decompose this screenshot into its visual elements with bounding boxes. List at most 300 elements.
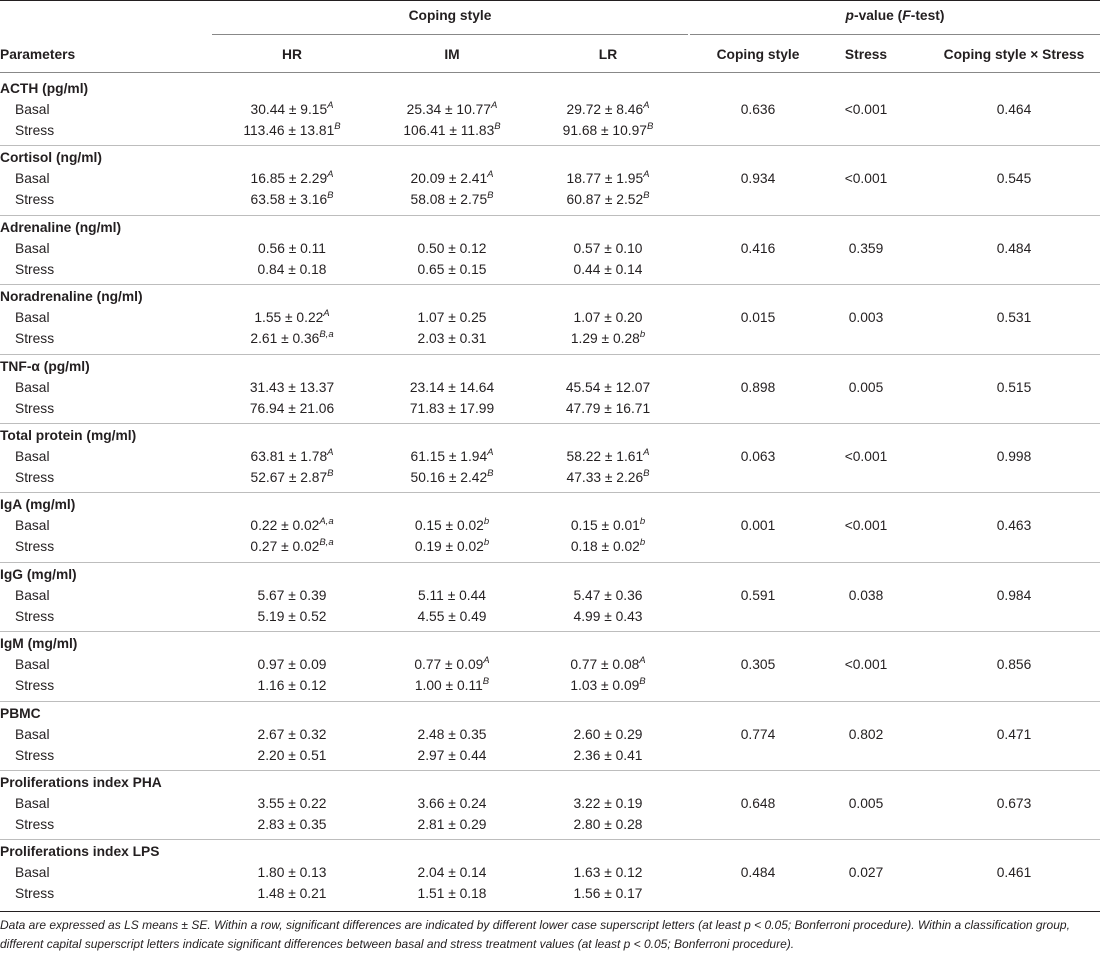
cell-lr bbox=[528, 259, 688, 280]
table-row-basal bbox=[0, 307, 1100, 328]
cell-value: 52.67 ± 2.87 bbox=[250, 469, 328, 485]
table-row-basal bbox=[0, 862, 1100, 883]
cell-lr bbox=[528, 99, 688, 120]
cell-hr bbox=[212, 446, 372, 467]
parameter-name: Noradrenaline (ng/ml) bbox=[0, 289, 143, 305]
cell-value: 2.97 ± 0.44 bbox=[417, 747, 487, 763]
treatment-label: Stress bbox=[15, 331, 55, 347]
cell-p-coping: 0.648 bbox=[740, 795, 776, 811]
cell-p-stress: 0.027 bbox=[848, 865, 884, 881]
table-bottom-rule bbox=[0, 911, 1100, 912]
cell-value: 76.94 ± 21.06 bbox=[249, 400, 335, 416]
significance-superscript: b bbox=[639, 516, 646, 528]
table-row-group bbox=[0, 839, 1100, 908]
cell-value: 1.16 ± 0.12 bbox=[257, 678, 327, 694]
cell-p-stress: 0.038 bbox=[848, 587, 884, 603]
parameter-name: Adrenaline (ng/ml) bbox=[0, 219, 122, 235]
col-hr: HR bbox=[282, 47, 302, 62]
cell-im bbox=[372, 467, 532, 488]
treatment-label: Basal bbox=[15, 587, 50, 603]
cell-value: 58.22 ± 1.61 bbox=[566, 448, 644, 464]
cell-value: 0.44 ± 0.14 bbox=[573, 261, 643, 277]
cell-im bbox=[372, 168, 532, 189]
significance-superscript: B bbox=[487, 467, 494, 479]
parameter-name: ACTH (pg/ml) bbox=[0, 81, 89, 96]
treatment-label: Stress bbox=[15, 608, 55, 624]
table-row-stress bbox=[0, 467, 1100, 488]
table-row-stress bbox=[0, 814, 1100, 835]
parameter-name: Proliferations index PHA bbox=[0, 774, 162, 790]
cell-im bbox=[372, 536, 532, 557]
cell-value: 1.55 ± 0.22 bbox=[254, 310, 324, 326]
cell-p-coping: 0.305 bbox=[740, 657, 776, 673]
cell-value: 4.55 ± 0.49 bbox=[417, 608, 487, 624]
cell-p-interaction: 0.531 bbox=[996, 310, 1032, 326]
table-header-rule bbox=[0, 72, 1100, 73]
cell-value: 0.22 ± 0.02 bbox=[250, 518, 320, 534]
cell-hr bbox=[212, 862, 372, 883]
cell-im bbox=[372, 189, 532, 210]
table-footnote: Data are expressed as LS means ± SE. Within a row, significant differences are indicated by different lower case superscript letters (at least p < 0.05; Bonferroni procedure). Within a classification group, different capital superscript letters indicate significant differences between basal and stress treatment values (at least p < 0.05; Bonferroni procedure). bbox=[0, 918, 1070, 951]
table-row-stress bbox=[0, 675, 1100, 696]
cell-value: 25.34 ± 10.77 bbox=[406, 102, 491, 117]
treatment-label: Basal bbox=[15, 657, 50, 673]
cell-lr bbox=[528, 883, 688, 904]
row-separator bbox=[0, 562, 1100, 563]
treatment-label: Stress bbox=[15, 747, 55, 763]
significance-superscript: A bbox=[483, 655, 490, 667]
cell-hr bbox=[212, 745, 372, 766]
cell-value: 91.68 ± 10.97 bbox=[562, 123, 647, 138]
parameter-name: IgG (mg/ml) bbox=[0, 566, 77, 582]
significance-superscript: B bbox=[643, 467, 650, 479]
significance-superscript: A bbox=[323, 308, 330, 320]
table-row-stress bbox=[0, 259, 1100, 280]
row-separator bbox=[0, 354, 1100, 355]
cell-p-coping: 0.898 bbox=[740, 379, 776, 395]
cell-p-stress: 0.802 bbox=[848, 726, 884, 742]
cell-im bbox=[372, 398, 532, 419]
group-p-value: p-value (F-test) bbox=[845, 8, 945, 23]
cell-hr bbox=[212, 814, 372, 835]
cell-im bbox=[372, 238, 532, 259]
cell-lr bbox=[528, 745, 688, 766]
parameter-name: IgA (mg/ml) bbox=[0, 497, 76, 513]
cell-p-coping: 0.774 bbox=[740, 726, 776, 742]
cell-value: 0.97 ± 0.09 bbox=[257, 657, 327, 673]
cell-lr bbox=[528, 654, 688, 675]
cell-value: 1.63 ± 0.12 bbox=[573, 865, 643, 881]
significance-superscript: B bbox=[482, 676, 490, 688]
significance-superscript: B bbox=[327, 190, 334, 202]
table-row-group bbox=[0, 354, 1100, 423]
cell-lr bbox=[528, 446, 688, 467]
cell-value: 20.09 ± 2.41 bbox=[410, 171, 488, 187]
cell-lr bbox=[528, 328, 688, 349]
cell-hr bbox=[212, 377, 372, 398]
cell-p-coping: 0.484 bbox=[740, 865, 776, 881]
cell-p-coping: 0.015 bbox=[740, 310, 776, 326]
cell-im bbox=[372, 307, 532, 328]
cell-value: 2.04 ± 0.14 bbox=[417, 865, 487, 881]
cell-hr bbox=[212, 675, 372, 696]
cell-value: 2.81 ± 0.29 bbox=[417, 816, 487, 832]
cell-im bbox=[372, 606, 532, 627]
significance-superscript: A bbox=[487, 446, 494, 458]
significance-superscript: A bbox=[643, 169, 650, 181]
cell-im bbox=[372, 745, 532, 766]
treatment-label: Stress bbox=[15, 469, 55, 485]
cell-p-stress: 0.005 bbox=[848, 795, 884, 811]
cell-im bbox=[372, 99, 532, 120]
table-row-group bbox=[0, 76, 1100, 145]
table-row-stress bbox=[0, 189, 1100, 210]
cell-p-stress: 0.005 bbox=[848, 379, 884, 395]
table-row-stress bbox=[0, 606, 1100, 627]
row-separator bbox=[0, 839, 1100, 840]
cell-p-stress: <0.001 bbox=[844, 448, 888, 464]
cell-p-stress: <0.001 bbox=[844, 102, 888, 117]
cell-value: 30.44 ± 9.15 bbox=[250, 102, 328, 117]
col-p-interaction: Coping style × Stress bbox=[943, 47, 1085, 62]
treatment-label: Basal bbox=[15, 310, 50, 326]
cell-value: 0.27 ± 0.02 bbox=[250, 539, 320, 555]
table-row-stress bbox=[0, 120, 1100, 141]
treatment-label: Basal bbox=[15, 379, 50, 395]
cell-value: 0.57 ± 0.10 bbox=[573, 240, 643, 256]
table-row-group bbox=[0, 423, 1100, 492]
cell-im bbox=[372, 883, 532, 904]
cell-value: 29.72 ± 8.46 bbox=[566, 102, 644, 117]
cell-value: 0.77 ± 0.09 bbox=[414, 657, 484, 673]
significance-superscript: A bbox=[487, 169, 494, 181]
cell-value: 1.00 ± 0.11 bbox=[414, 678, 483, 694]
p-value-underline bbox=[690, 34, 1100, 35]
cell-p-interaction: 0.856 bbox=[996, 657, 1032, 673]
cell-value: 1.51 ± 0.18 bbox=[417, 886, 487, 902]
cell-value: 0.15 ± 0.02 bbox=[414, 518, 484, 534]
col-p-coping: Coping style bbox=[716, 47, 800, 62]
significance-superscript: B bbox=[327, 467, 334, 479]
cell-lr bbox=[528, 814, 688, 835]
row-separator bbox=[0, 215, 1100, 216]
cell-lr bbox=[528, 238, 688, 259]
cell-value: 113.46 ± 13.81 bbox=[243, 123, 335, 138]
cell-value: 1.29 ± 0.28 bbox=[570, 331, 640, 347]
cell-im bbox=[372, 446, 532, 467]
significance-superscript: A bbox=[327, 100, 334, 111]
treatment-label: Stress bbox=[15, 886, 55, 902]
significance-superscript: A bbox=[643, 100, 650, 111]
cell-value: 5.67 ± 0.39 bbox=[257, 587, 327, 603]
treatment-label: Stress bbox=[15, 816, 55, 832]
significance-superscript: A bbox=[643, 446, 650, 458]
cell-p-stress: <0.001 bbox=[844, 657, 888, 673]
cell-p-interaction: 0.515 bbox=[996, 379, 1032, 395]
cell-lr bbox=[528, 377, 688, 398]
table-column-header bbox=[0, 45, 1100, 69]
cell-value: 61.15 ± 1.94 bbox=[410, 448, 488, 464]
cell-value: 16.85 ± 2.29 bbox=[250, 171, 328, 187]
cell-p-interaction: 0.673 bbox=[996, 795, 1032, 811]
table-row-stress bbox=[0, 883, 1100, 904]
cell-lr bbox=[528, 398, 688, 419]
cell-value: 2.67 ± 0.32 bbox=[257, 726, 327, 742]
cell-lr bbox=[528, 307, 688, 328]
cell-p-stress: 0.003 bbox=[848, 310, 884, 326]
cell-value: 71.83 ± 17.99 bbox=[409, 400, 495, 416]
parameter-name: Cortisol (ng/ml) bbox=[0, 150, 102, 166]
table-row-stress bbox=[0, 398, 1100, 419]
cell-p-interaction: 0.984 bbox=[996, 587, 1032, 603]
cell-value: 0.56 ± 0.11 bbox=[258, 240, 326, 256]
cell-p-stress: <0.001 bbox=[844, 518, 888, 534]
cell-value: 2.61 ± 0.36 bbox=[250, 331, 320, 347]
cell-p-interaction: 0.998 bbox=[996, 448, 1032, 464]
cell-value: 2.03 ± 0.31 bbox=[417, 331, 487, 347]
cell-hr bbox=[212, 398, 372, 419]
cell-value: 5.47 ± 0.36 bbox=[573, 587, 643, 603]
cell-value: 23.14 ± 14.64 bbox=[409, 379, 495, 395]
treatment-label: Basal bbox=[15, 448, 50, 464]
cell-value: 2.20 ± 0.51 bbox=[257, 747, 327, 763]
cell-value: 1.80 ± 0.13 bbox=[257, 865, 327, 881]
cell-hr bbox=[212, 307, 372, 328]
cell-p-coping: 0.636 bbox=[740, 102, 776, 117]
cell-lr bbox=[528, 724, 688, 745]
cell-value: 106.41 ± 11.83 bbox=[403, 123, 495, 138]
cell-value: 47.33 ± 2.26 bbox=[566, 469, 644, 485]
cell-im bbox=[372, 120, 532, 141]
cell-lr bbox=[528, 606, 688, 627]
col-parameters: Parameters bbox=[0, 47, 76, 62]
table-row-basal bbox=[0, 446, 1100, 467]
cell-im bbox=[372, 585, 532, 606]
cell-hr bbox=[212, 536, 372, 557]
cell-hr bbox=[212, 328, 372, 349]
cell-value: 5.19 ± 0.52 bbox=[257, 608, 327, 624]
cell-p-stress: <0.001 bbox=[844, 171, 888, 187]
treatment-label: Stress bbox=[15, 192, 55, 208]
parameter-name: Total protein (mg/ml) bbox=[0, 427, 137, 443]
row-separator bbox=[0, 770, 1100, 771]
cell-im bbox=[372, 793, 532, 814]
table-top-rule bbox=[0, 0, 1100, 1]
row-separator bbox=[0, 423, 1100, 424]
treatment-label: Stress bbox=[15, 678, 55, 694]
cell-lr bbox=[528, 120, 688, 141]
cell-lr bbox=[528, 168, 688, 189]
table-row-stress bbox=[0, 745, 1100, 766]
cell-value: 0.84 ± 0.18 bbox=[257, 261, 327, 277]
cell-value: 60.87 ± 2.52 bbox=[566, 192, 644, 208]
table-row-group bbox=[0, 492, 1100, 561]
significance-superscript: b bbox=[483, 516, 490, 528]
cell-lr bbox=[528, 675, 688, 696]
cell-value: 18.77 ± 1.95 bbox=[566, 171, 644, 187]
cell-value: 1.03 ± 0.09 bbox=[570, 678, 640, 694]
cell-p-interaction: 0.545 bbox=[996, 171, 1032, 187]
table-row-basal bbox=[0, 238, 1100, 259]
cell-im bbox=[372, 675, 532, 696]
treatment-label: Basal bbox=[15, 240, 50, 256]
significance-superscript: A bbox=[327, 446, 334, 458]
cell-value: 31.43 ± 13.37 bbox=[249, 379, 335, 395]
treatment-label: Stress bbox=[15, 123, 55, 138]
table-row-basal bbox=[0, 654, 1100, 675]
significance-superscript: B bbox=[334, 121, 341, 132]
cell-im bbox=[372, 814, 532, 835]
cell-hr bbox=[212, 120, 372, 141]
cell-value: 4.99 ± 0.43 bbox=[573, 608, 643, 624]
table-row-basal bbox=[0, 99, 1100, 120]
cell-value: 0.65 ± 0.15 bbox=[417, 261, 487, 277]
col-lr: LR bbox=[598, 47, 618, 62]
significance-superscript: B bbox=[639, 676, 646, 688]
cell-value: 0.50 ± 0.12 bbox=[417, 240, 487, 256]
parameter-name: IgM (mg/ml) bbox=[0, 636, 78, 652]
cell-value: 3.55 ± 0.22 bbox=[257, 795, 327, 811]
cell-value: 5.11 ± 0.44 bbox=[418, 587, 486, 603]
cell-value: 2.60 ± 0.29 bbox=[573, 726, 643, 742]
cell-p-coping: 0.591 bbox=[740, 587, 776, 603]
cell-hr bbox=[212, 168, 372, 189]
cell-p-interaction: 0.471 bbox=[996, 726, 1032, 742]
cell-p-interaction: 0.463 bbox=[996, 518, 1032, 534]
cell-hr bbox=[212, 259, 372, 280]
cell-value: 2.36 ± 0.41 bbox=[573, 747, 643, 763]
cell-value: 2.48 ± 0.35 bbox=[417, 726, 487, 742]
treatment-label: Basal bbox=[15, 726, 50, 742]
treatment-label: Stress bbox=[15, 400, 55, 416]
cell-value: 3.22 ± 0.19 bbox=[573, 795, 643, 811]
cell-lr bbox=[528, 515, 688, 536]
cell-hr bbox=[212, 189, 372, 210]
significance-superscript: A bbox=[639, 655, 646, 667]
parameter-name: TNF-α (pg/ml) bbox=[0, 358, 90, 374]
treatment-label: Basal bbox=[15, 865, 50, 881]
col-p-stress: Stress bbox=[844, 47, 888, 62]
cell-value: 45.54 ± 12.07 bbox=[565, 379, 651, 395]
cell-hr bbox=[212, 724, 372, 745]
significance-superscript: B,a bbox=[319, 329, 334, 341]
table-row-group bbox=[0, 770, 1100, 839]
cell-value: 1.48 ± 0.21 bbox=[257, 886, 327, 902]
row-separator bbox=[0, 631, 1100, 632]
cell-im bbox=[372, 654, 532, 675]
table-row-stress bbox=[0, 536, 1100, 557]
table-row-basal bbox=[0, 168, 1100, 189]
cell-im bbox=[372, 328, 532, 349]
cell-hr bbox=[212, 606, 372, 627]
row-separator bbox=[0, 701, 1100, 702]
cell-hr bbox=[212, 238, 372, 259]
cell-hr bbox=[212, 654, 372, 675]
row-separator bbox=[0, 145, 1100, 146]
cell-value: 63.58 ± 3.16 bbox=[250, 192, 328, 208]
cell-hr bbox=[212, 467, 372, 488]
treatment-label: Basal bbox=[15, 102, 50, 117]
treatment-label: Stress bbox=[15, 539, 55, 555]
cell-hr bbox=[212, 585, 372, 606]
parameter-name: PBMC bbox=[0, 705, 41, 721]
treatment-label: Basal bbox=[15, 171, 50, 187]
cell-value: 1.07 ± 0.25 bbox=[417, 310, 487, 326]
cell-hr bbox=[212, 793, 372, 814]
significance-superscript: A bbox=[490, 100, 498, 111]
cell-im bbox=[372, 377, 532, 398]
group-coping-style: Coping style bbox=[408, 8, 492, 23]
cell-im bbox=[372, 259, 532, 280]
table-row-group bbox=[0, 562, 1100, 631]
cell-value: 0.19 ± 0.02 bbox=[414, 539, 484, 555]
cell-value: 63.81 ± 1.78 bbox=[250, 448, 328, 464]
row-separator bbox=[0, 492, 1100, 493]
significance-superscript: A bbox=[327, 169, 334, 181]
significance-superscript: B bbox=[643, 190, 650, 202]
cell-hr bbox=[212, 883, 372, 904]
cell-value: 0.15 ± 0.01 bbox=[570, 518, 640, 534]
cell-im bbox=[372, 862, 532, 883]
table-row-basal bbox=[0, 377, 1100, 398]
parameter-name: Proliferations index LPS bbox=[0, 844, 160, 860]
table-group-header bbox=[0, 6, 1100, 30]
col-im: IM bbox=[444, 47, 460, 62]
treatment-label: Basal bbox=[15, 795, 50, 811]
table-body bbox=[0, 76, 1100, 909]
table-row-group bbox=[0, 701, 1100, 770]
cell-value: 3.66 ± 0.24 bbox=[417, 795, 487, 811]
table-row-group bbox=[0, 284, 1100, 353]
cell-value: 0.77 ± 0.08 bbox=[570, 657, 640, 673]
table-row-group bbox=[0, 631, 1100, 700]
cell-p-stress: 0.359 bbox=[848, 240, 884, 256]
cell-p-coping: 0.063 bbox=[740, 448, 776, 464]
cell-hr bbox=[212, 99, 372, 120]
significance-superscript: b bbox=[483, 537, 490, 549]
cell-value: 0.18 ± 0.02 bbox=[570, 539, 640, 555]
table-row-group bbox=[0, 215, 1100, 284]
cell-im bbox=[372, 724, 532, 745]
treatment-label: Basal bbox=[15, 518, 50, 534]
cell-p-coping: 0.934 bbox=[740, 171, 776, 187]
cell-p-interaction: 0.464 bbox=[996, 102, 1032, 117]
cell-lr bbox=[528, 585, 688, 606]
cell-p-interaction: 0.484 bbox=[996, 240, 1032, 256]
cell-value: 1.07 ± 0.20 bbox=[573, 310, 643, 326]
significance-superscript: A,a bbox=[319, 516, 334, 528]
cell-p-interaction: 0.461 bbox=[996, 865, 1032, 881]
cell-lr bbox=[528, 189, 688, 210]
significance-superscript: b bbox=[639, 329, 646, 341]
cell-value: 58.08 ± 2.75 bbox=[410, 192, 488, 208]
row-separator bbox=[0, 284, 1100, 285]
table-row-basal bbox=[0, 724, 1100, 745]
cell-lr bbox=[528, 862, 688, 883]
cell-value: 2.80 ± 0.28 bbox=[573, 816, 643, 832]
cell-im bbox=[372, 515, 532, 536]
table-row-basal bbox=[0, 515, 1100, 536]
table-row-stress bbox=[0, 328, 1100, 349]
cell-lr bbox=[528, 536, 688, 557]
cell-lr bbox=[528, 793, 688, 814]
table-row-group bbox=[0, 145, 1100, 214]
table-row-basal bbox=[0, 793, 1100, 814]
cell-p-coping: 0.001 bbox=[740, 518, 776, 534]
cell-value: 1.56 ± 0.17 bbox=[573, 886, 643, 902]
coping-style-underline bbox=[212, 34, 688, 35]
significance-superscript: b bbox=[639, 537, 646, 549]
